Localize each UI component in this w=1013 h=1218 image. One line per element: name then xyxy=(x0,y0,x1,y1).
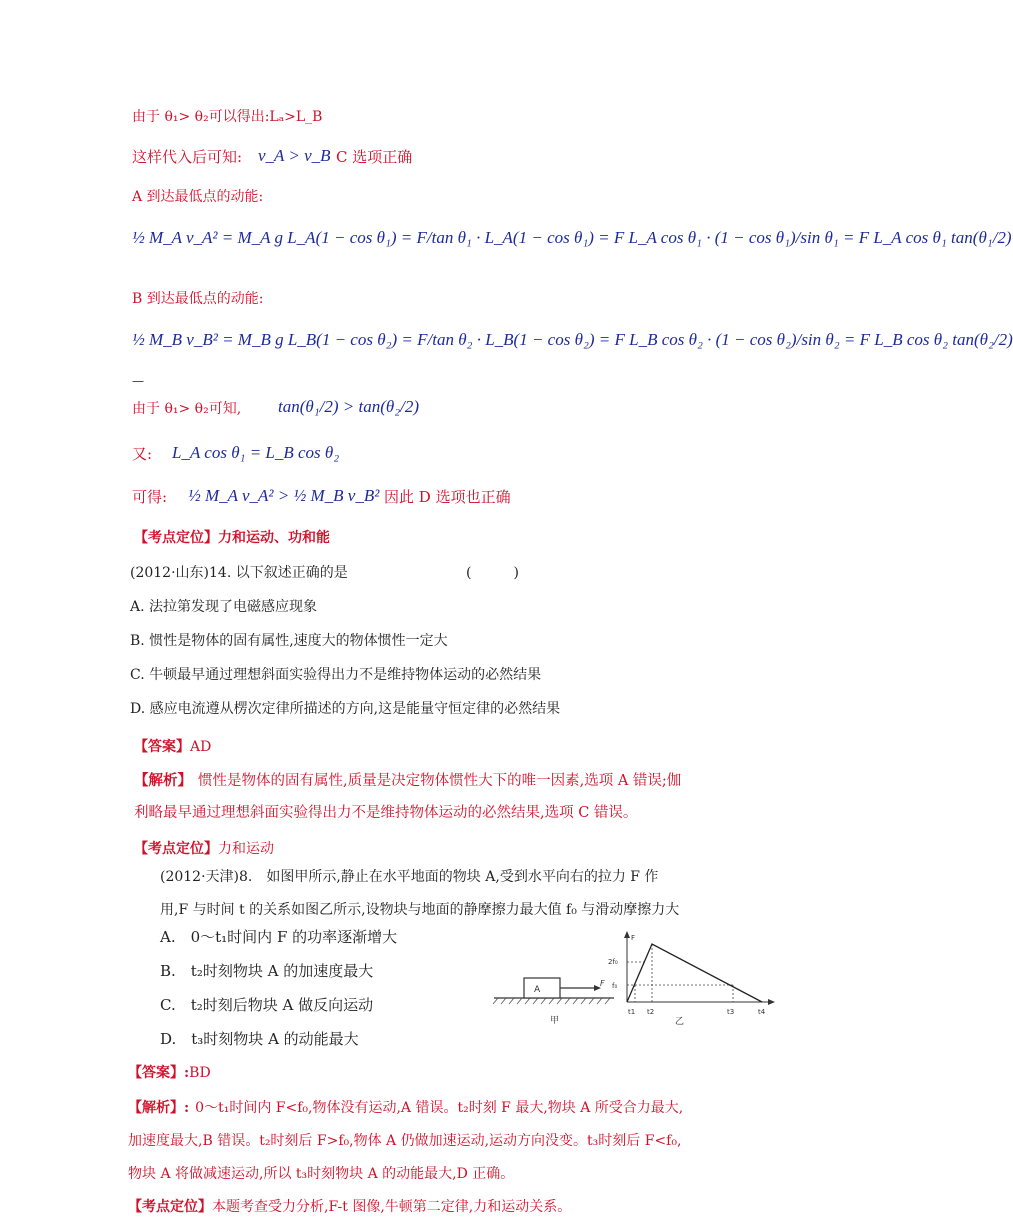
kinetic-inequality: ½ M_A v_A² > ½ M_B v_B² xyxy=(188,486,380,505)
analysis-1-line-1: 【解析】 惯性是物体的固有属性,质量是决定物体惯性大下的唯一因素,选项 A 错误;伽 xyxy=(134,772,682,789)
tick-f0: f₀ xyxy=(612,982,618,990)
answer-2: 【答案】:BD xyxy=(128,1065,211,1081)
caption-yi: 乙 xyxy=(675,1017,685,1027)
ground-surface xyxy=(493,998,614,1004)
topic-tag-2: 【考点定位】力和运动 xyxy=(134,841,274,857)
velocity-inequality: v_A > v_B xyxy=(258,146,331,165)
answer-1: 【答案】AD xyxy=(134,739,212,755)
tick-t3: t3 xyxy=(727,1008,735,1016)
block-a-label: A xyxy=(534,985,541,995)
question-8-option-a: A. 0～t₁时间内 F 的功率逐渐增大 xyxy=(160,928,398,946)
analysis-1-line-2: 利略最早通过理想斜面实验得出力不是维持物体运动的必然结果,选项 C 错误。 xyxy=(134,805,638,821)
equation-a-kinetic: ½ M_A v_A² = M_A g L_A(1 − cos θ₁) = F/tan θ₁ · L_A(1 − cos θ₁) = F L_A cos θ₁ · (1 − cos θ₁)/sin θ₁ = F L_A cos θ₁ tan(θ₁/2) xyxy=(132,228,1012,247)
question-8-line-1: (2012·天津)8. 如图甲所示,静止在水平地面的物块 A,受到水平向右的拉力 F 作 xyxy=(160,869,659,885)
question-8-option-d: D. t₃时刻物块 A 的动能最大 xyxy=(160,1030,359,1048)
stray-dash: — xyxy=(132,374,144,388)
question-14-option-b: B. 惯性是物体的固有属性,速度大的物体惯性一定大 xyxy=(130,633,448,649)
caption-jia: 甲 xyxy=(550,1016,560,1026)
topic-tag-3: 【考点定位】本题考查受力分析,F-t 图像,牛顿第二定律,力和运动关系。 xyxy=(128,1199,572,1215)
force-curve xyxy=(627,944,762,1002)
equation-b-kinetic: ½ M_B v_B² = M_B g L_B(1 − cos θ₂) = F/tan θ₂ · L_B(1 − cos θ₂) = F L_B cos θ₂ · (1 − cos θ₂)/sin θ₂ = F L_B cos θ₂ tan(θ₂/2) xyxy=(132,330,1013,349)
force-label: F xyxy=(600,979,605,988)
line-theta-compare: 由于 θ₁> θ₂可以得出:Lₐ>L_B xyxy=(132,109,323,125)
result-label: 可得: xyxy=(132,488,168,506)
analysis-2-line-3: 物块 A 将做减速运动,所以 t₃时刻物块 A 的动能最大,D 正确。 xyxy=(128,1166,515,1182)
question-14-option-d: D. 感应电流遵从楞次定律所描述的方向,这是能量守恒定律的必然结果 xyxy=(130,701,561,717)
b-kinetic-label: B 到达最低点的动能: xyxy=(132,291,264,307)
option-d-correct: 因此 D 选项也正确 xyxy=(384,488,511,506)
block-a xyxy=(524,978,560,998)
option-c-correct: C 选项正确 xyxy=(336,148,413,166)
graph-y-label: F xyxy=(631,934,636,942)
figure-block-and-graph xyxy=(490,930,780,1026)
question-14-stem: (2012·山东)14. 以下叙述正确的是 xyxy=(130,565,348,581)
question-8-option-c: C. t₂时刻后物块 A 做反向运动 xyxy=(160,996,374,1014)
question-8-line-2: 用,F 与时间 t 的关系如图乙所示,设物块与地面的静摩擦力最大值 f₀ 与滑动摩擦力大 xyxy=(160,902,680,918)
tan-inequality: tan(θ₁/2) > tan(θ₂/2) xyxy=(278,397,420,416)
tick-t2: t2 xyxy=(647,1008,655,1016)
line-substitute-label: 这样代入后可知: xyxy=(132,148,243,166)
tick-2f0: 2f₀ xyxy=(608,958,618,966)
tick-t1: t1 xyxy=(628,1008,636,1016)
topic-tag-1: 【考点定位】力和运动、功和能 xyxy=(134,530,330,546)
graph-guides xyxy=(627,944,733,1002)
analysis-2-line-2: 加速度最大,B 错误。t₂时刻后 F>f₀,物体 A 仍做加速运动,运动方向没变。t₃时刻后 F<f₀, xyxy=(128,1133,682,1149)
length-cos-equation: L_A cos θ₁ = L_B cos θ₂ xyxy=(172,443,340,462)
analysis-2-line-1: 【解析】: 0～t₁时间内 F<f₀,物体没有运动,A 错误。t₂时刻 F 最大,物块 A 所受合力最大, xyxy=(128,1100,684,1116)
question-8-option-b: B. t₂时刻物块 A 的加速度最大 xyxy=(160,962,374,980)
also-label: 又: xyxy=(132,445,153,463)
tick-t4: t4 xyxy=(758,1008,766,1016)
question-14-option-a: A. 法拉第发现了电磁感应现象 xyxy=(130,599,318,615)
line-theta-compare-2: 由于 θ₁> θ₂可知, xyxy=(132,401,242,417)
a-kinetic-label: A 到达最低点的动能: xyxy=(132,189,264,205)
question-14-option-c: C. 牛顿最早通过理想斜面实验得出力不是维持物体运动的必然结果 xyxy=(130,667,542,683)
answer-paren: ( ) xyxy=(466,565,519,581)
